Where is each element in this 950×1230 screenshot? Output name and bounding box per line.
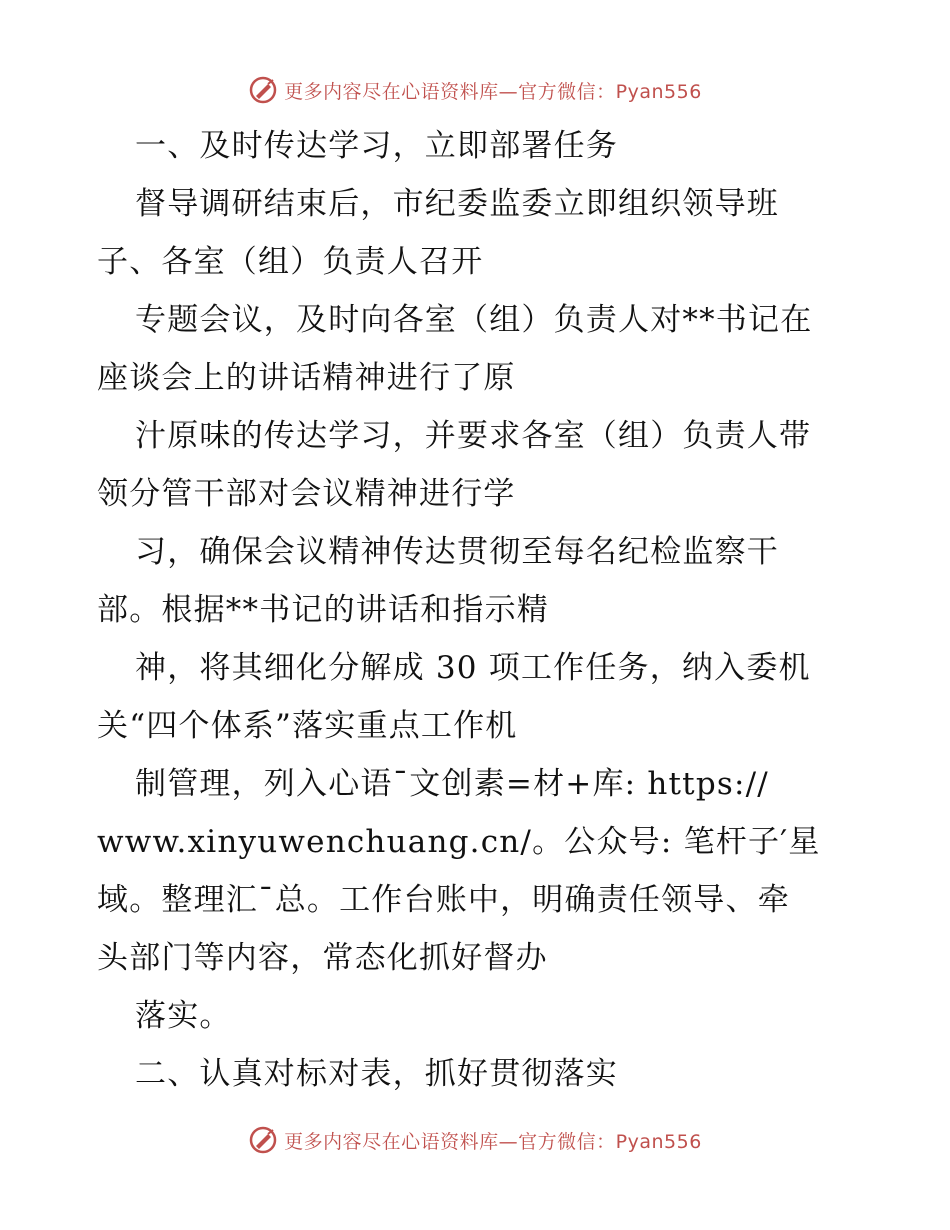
paragraph-line: 关“四个体系”落实重点工作机 — [97, 708, 518, 744]
quill-seal-icon — [248, 75, 278, 105]
paragraph-line: 子、各室（组）负责人召开 — [97, 244, 484, 280]
paragraph-line: 汁原味的传达学习，并要求各室（组）负责人带 — [135, 418, 812, 454]
heading-section-2: 二、认真对标对表，抓好贯彻落实 — [135, 1056, 618, 1092]
header-watermark-text: 更多内容尽在心语资料库—官方微信：Pyan556 — [284, 80, 702, 103]
footer-watermark-text: 更多内容尽在心语资料库—官方微信：Pyan556 — [284, 1130, 702, 1153]
paragraph-line: 落实。 — [135, 998, 232, 1034]
paragraph-line: 部。根据**书记的讲话和指示精 — [97, 592, 549, 628]
paragraph-line: 域。整理汇¯总。工作台账中，明确责任领导、牵 — [97, 882, 790, 918]
paragraph-line: 专题会议，及时向各室（组）负责人对**书记在 — [135, 302, 813, 338]
quill-seal-icon — [248, 1125, 278, 1155]
paragraph-line: 制管理，列入心语¯文创素=材+库: https:// — [135, 766, 769, 802]
paragraph-line: 座谈会上的讲话精神进行了原 — [97, 360, 516, 396]
document-body — [97, 117, 857, 1103]
heading-section-1: 一、及时传达学习，立即部署任务 — [135, 128, 618, 164]
paragraph-line: 头部门等内容，常态化抓好督办 — [97, 940, 548, 976]
paragraph-line: 习，确保会议精神传达贯彻至每名纪检监察干 — [135, 534, 779, 570]
paragraph-line: 领分管干部对会议精神进行学 — [97, 476, 516, 512]
footer-watermark-banner — [0, 1120, 950, 1160]
header-watermark-banner — [0, 70, 950, 110]
paragraph-line: 督导调研结束后，市纪委监委立即组织领导班 — [135, 186, 779, 222]
paragraph-line: www.xinyuwenchuang.cn/。公众号: 笔杆子′星 — [97, 824, 821, 860]
paragraph-line: 神，将其细化分解成 30 项工作任务，纳入委机 — [135, 650, 811, 686]
